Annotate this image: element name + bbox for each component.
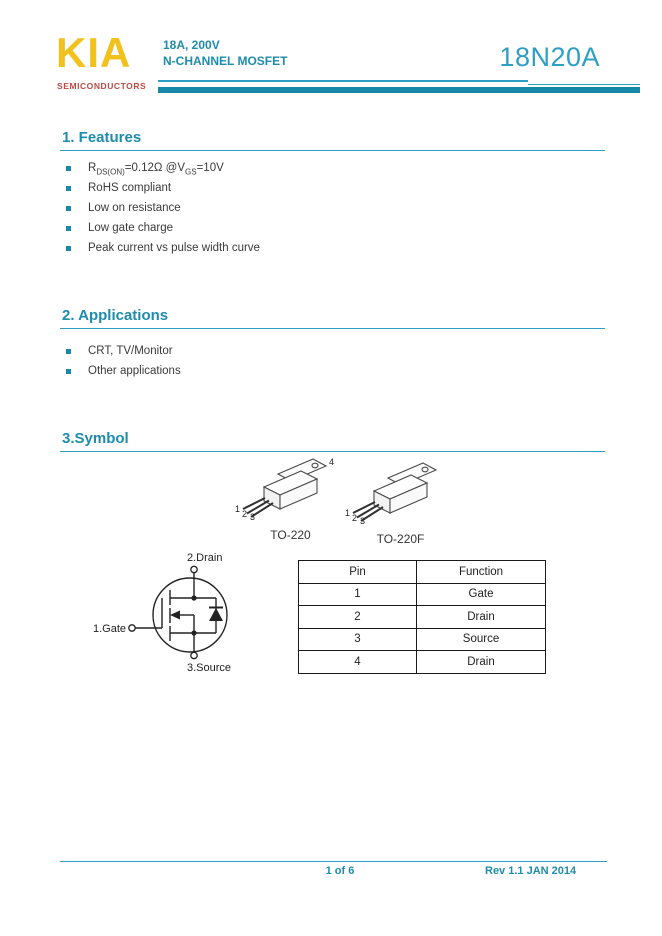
package-caption: TO-220F [376, 532, 425, 546]
table-header-pin: Pin [299, 561, 417, 584]
table-header-function: Function [417, 561, 546, 584]
list-item: RoHS compliant [66, 178, 260, 198]
to220-figure [233, 456, 351, 542]
table-row: 4 Drain [299, 651, 546, 674]
features-title: 1. Features [62, 129, 142, 146]
package-caption: TO-220 [270, 528, 311, 542]
list-item: Other applications [66, 361, 181, 381]
source-terminal-icon [191, 652, 197, 658]
lead-1 [243, 498, 265, 509]
header-rule-right [528, 84, 640, 86]
list-item: Low on resistance [66, 198, 260, 218]
tab-pin-number-label: 4 [329, 457, 335, 467]
lead-1 [353, 502, 375, 513]
pin-number-label: 1 [235, 504, 241, 514]
bullet-square-icon [66, 166, 71, 171]
applications-underline [60, 328, 605, 329]
pin-number-label: 3 [250, 512, 256, 522]
features-list [66, 158, 260, 258]
gate-label: 1.Gate [92, 623, 126, 635]
symbol-title: 3.Symbol [62, 430, 129, 447]
body-arrow-icon [170, 611, 180, 620]
source-label: 3.Source [187, 662, 232, 674]
list-item: Peak current vs pulse width curve [66, 238, 260, 258]
to220-package-drawing [233, 456, 351, 522]
page-number: 1 of 6 [325, 865, 355, 877]
list-item: CRT, TV/Monitor [66, 341, 181, 361]
table-row: 3 Source [299, 628, 546, 651]
list-item: Low gate charge [66, 218, 260, 238]
drain-terminal-icon [191, 566, 197, 572]
bullet-square-icon [66, 206, 71, 211]
feature-rds-text: $R_{DS(ON)}=0.12\Omega$ $@V_{GS}=10V$ [88, 162, 224, 177]
pin-number-label: 2 [242, 509, 248, 519]
bullet-square-icon [66, 369, 71, 374]
device-summary [163, 37, 287, 69]
bullet-square-icon [66, 186, 71, 191]
mosfet-symbol-drawing [82, 542, 262, 680]
list-item [66, 158, 260, 178]
mosfet-symbol-figure [82, 542, 262, 685]
bullet-square-icon [66, 226, 71, 231]
body-diode-icon [209, 608, 223, 621]
to220f-package-drawing [343, 460, 458, 526]
pin-number-label: 1 [345, 508, 351, 518]
device-type: N-CHANNEL MOSFET [163, 54, 288, 68]
bullet-square-icon [66, 349, 71, 354]
applications-list [66, 341, 181, 381]
footer-rule [60, 861, 607, 862]
bullet-square-icon [66, 246, 71, 251]
drain-label: 2.Drain [187, 552, 223, 564]
header-rule-left [158, 80, 528, 82]
symbol-underline [60, 451, 605, 452]
kia-logo: KIA [56, 29, 132, 76]
applications-title: 2. Applications [62, 307, 169, 324]
gate-terminal-icon [129, 625, 135, 631]
features-underline [60, 150, 605, 151]
pin-number-label: 2 [352, 513, 358, 523]
device-rating: 18A, 200V [163, 38, 220, 52]
table-row: 1 Gate [299, 583, 546, 606]
kia-logo-subtext: SEMICONDUCTORS [57, 81, 147, 91]
part-number: 18N20A [499, 42, 600, 72]
header-accent-bar [158, 87, 640, 93]
to220f-figure [343, 460, 458, 546]
table-header-row [299, 561, 546, 584]
table-row: 2 Drain [299, 606, 546, 629]
revision-label: Rev 1.1 JAN 2014 [485, 865, 577, 877]
pin-function-table [298, 560, 546, 674]
pin-number-label: 3 [360, 516, 366, 526]
